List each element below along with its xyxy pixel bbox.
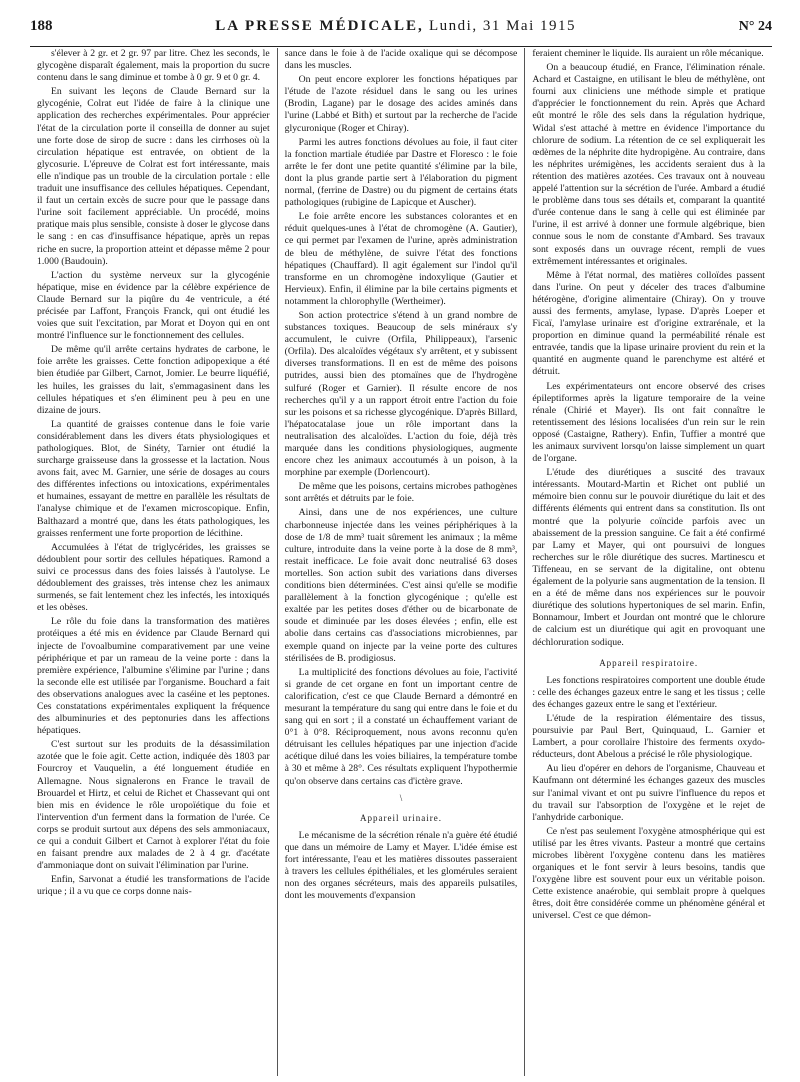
paragraph: C'est surtout sur les produits de la désassimilation azotée que le foie agit. Cette action, indiquée dès 1803 par Fourcroy et Vauquelin, a été longuement étudiée en Allemagne. Nous signalerons en France le travail de Brouardel et Hirtz, et celui de Richet et Chassevant qui ont bien mis en évidence le rôle uropoïétique du foie et l'intervention d'un ferment dans la formation de l'urée. Ce corps se produit surtout aux dépens des sels ammoniacaux, ce qui a conduit Gilbert et Carnot à explorer l'état du foie en faisant prendre aux malades de 2 à 4 gr. d'acétate d'ammoniaque dont on suivait l'élimination par l'urine. (37, 739, 270, 872)
article-columns (30, 48, 772, 1076)
paragraph: L'étude de la respiration élémentaire des tissus, poursuivie par Paul Bert, Quinquaud, L. Garnier et Lambert, a pour corollaire l'histoire des ferments oxydo-réducteurs, dont Abelous a précisé le rôle physiologique. (532, 712, 766, 761)
paragraph: De même qu'il arrête certains hydrates de carbone, le foie arrête les graisses. Cette fonction adipopexique a été bien étudiée par Gilbert, Carnot, Jomier. Le beurre liquéfié, les huiles, les graisses du lait, s'emmagasinent dans les cellules hépatiques et s'en éliminent peu à peu en une dizaine de jours. (37, 344, 270, 416)
paragraph: Le mécanisme de la sécrétion rénale n'a guère été étudié que dans un mémoire de Lamy et Mayer. L'idée émise est fort intéressante, l'eau et les matières dissoutes passeraient à travers les cellules épithéliales, et les glomérules seraient non des organes sécréteurs, mais des appareils pulsatiles, dont les mouvements d'expansion (284, 829, 518, 902)
paragraph: sance dans le foie à de l'acide oxalique qui se décompose dans les muscles. (284, 48, 518, 72)
page-number: 188 (30, 18, 53, 34)
paragraph: Parmi les autres fonctions dévolues au foie, il faut citer la fonction martiale étudiée par Dastre et Floresco : le foie arrête le fer dont une petite quantité s'élimine par la bile, dont la plus grande partie sert à l'élaboration du pigment normal, (ferrine de Dastre) ou du pigment de certains états pathologiques (rubigine de Lapicque et Auscher). (284, 136, 518, 209)
paragraph: Son action protectrice s'étend à un grand nombre de substances toxiques. Beaucoup de sels minéraux s'y accumulent, le cuivre (Orfila, Philippeaux), l'arsenic (Orfila). Des alcaloïdes végétaux s'y arrêtent, et y subissent diverses transformations. Il en est de même des poisons putrides, aussi bien des ptomaïnes que de l'hydrogène sulfuré (Roger et Garnier). Il résulte encore de nos recherches qu'il y a un rapport étroit entre l'action du foie sur les poisons et sa richesse glycogénique. D'après Billard, l'hépatocatalase joue un rôle important dans la neutralisation des alcaloïdes. L'action du foie, déjà très marquée dans les conditions physiologiques, augmente encore chez les animaux accoutumés à un poison, à la morphine par exemple (Dorlencourt). (284, 309, 518, 479)
paragraph: L'étude des diurétiques a suscité des travaux intéressants. Moutard-Martin et Richet ont publié un mémoire bien connu sur le pouvoir diurétique du lait et des différents éléments qui entrent dans sa constitution. Ils ont montré que la polyurie coïncide parfois avec un abaissement de la pression sanguine. Ce fait a été confirmé par Lamy et Mayer, qui ont poursuivi de longues recherches sur le rôle diurétique des sucres. Martinescu et Tiffeneau, en se servant de la digitaline, ont obtenu également de la polyurie sans augmentation de la tension. Il en a été de même dans nos expériences sur le pouvoir diurétique des solutions hypertoniques de sel marin. Enfin, Bonnamour, Imbert et Jourdan ont montré que le chlorure de calcium est un diurétique qui agit en provoquant une déchloruration sodique. (532, 467, 766, 648)
journal-title (215, 18, 576, 35)
section-heading: Appareil urinaire. (360, 812, 442, 823)
issue-number: N° 24 (738, 19, 772, 34)
section-heading: Appareil respiratoire. (599, 657, 699, 668)
paragraph: On peut encore explorer les fonctions hépatiques par l'étude de l'azote résiduel dans le sang ou les urines (Brodin, Lagane) par le dosage des acides aminés dans l'urine (Labbé et Bith) et surtout par la recherche de l'acide glycuronique (Roger et Chiray). (284, 74, 518, 134)
journal-name: LA PRESSE MÉDICALE, (215, 18, 424, 34)
paragraph: Accumulées à l'état de triglycérides, les graisses se dédoublent pour sortir des cellules hépatiques. Ramond a suivi ce processus dans des foies laissés à l'autolyse. Le dédoublement des graisses, très intense chez les animaux surmenés, se fait lentement chez les infectés, les intoxiqués et les obèses. (37, 541, 270, 614)
page-header (30, 18, 772, 47)
paragraph: Même à l'état normal, des matières colloïdes passent dans l'urine. On peut y déceler des traces d'albumine hétérogène, d'origine alimentaire (Chiray). On y trouve aussi des ferments, amylase, lypase. D'après Loeper et Ficaï, l'amylase urinaire est d'origine extrarénale, et la proportion en diminue quand la perméabilité rénale est entravée, tandis que la lipase urinaire provient du rein et la quantité en augmente quand le parenchyme est altéré et détruit. (532, 269, 766, 378)
paragraph: s'élever à 2 gr. et 2 gr. 97 par litre. Chez les seconds, le glycogène disparaît également, mais la proportion du sucre contenu dans le sang diminue et tombe à 0 gr. 9 et 0 gr. 4. (37, 48, 270, 84)
paragraph: Ce n'est pas seulement l'oxygène atmosphérique qui est utilisé par les êtres vivants. Pasteur a montré que certains microbes libèrent l'oxygène contenu dans les matières organiques et le font servir à leurs besoins, tandis que l'oxygène libre est souvent pour eux un véritable poison. Cette existence anaérobie, qui semblait propre à quelques êtres, doit être considérée comme un phénomène général et universel. C'est ce que démon- (532, 825, 766, 922)
paragraph: Les fonctions respiratoires comportent une double étude : celle des échanges gazeux entre le sang et les tissus ; celle des échanges gazeux entre le sang et l'extérieur. (532, 674, 766, 710)
paragraph: Au lieu d'opérer en dehors de l'organisme, Chauveau et Kaufmann ont déterminé les échanges gazeux des muscles sur l'animal vivant et ont pu suivre l'influence du repos et du travail sur l'absorption de l'oxygène et le rejet de l'anhydride carbonique. (532, 763, 766, 823)
paragraph: La quantité de graisses contenue dans le foie varie considérablement dans les divers états physiologiques et pathologiques. Blot, de Sinéty, Tarnier ont étudié la surcharge graisseuse dans la grossesse et la lactation. Nous avons fait, avec M. Garnier, une série de dosages au cours des différentes infections ou intoxications, expérimentales et humaines, essayant de mettre en parallèle les résultats de l'analyse chimique et de l'examen microscopique. Enfin, Balthazard a montré que, dans les états pathologiques, les graisses renferment une forte proportion de lécithine. (37, 418, 270, 539)
paragraph: feraient cheminer le liquide. Ils auraient un rôle mécanique. (532, 48, 764, 59)
paragraph: Ainsi, dans une de nos expériences, une culture charbonneuse injectée dans les veines périphériques à la dose de 1/8 de mm³ tuait sûrement les animaux ; la même culture, introduite dans la veine porte à la dose de 8 mm³, restait inefficace. Le foie avait donc neutralisé 63 doses mortelles. Son action subit des variations dans diverses conditions bien déterminées. C'est ainsi qu'elle se modifie parallèlement à la fonction glycogénique ; qu'elle est exaltée par les petites doses d'éther ou de bicarbonate de soude et diminuée par les doses élevées ; enfin, elle est abolie dans certains cas d'associations microbiennes, par exemple quand on injecte par la veine porte des cultures stérilisées de B. prodigiosus. (284, 507, 518, 664)
paragraph: Enfin, Sarvonat a étudié les transformations de l'acide urique ; il a vu que ce corps donne nais- (37, 874, 270, 898)
column-2 (277, 48, 525, 1076)
issue-date: Lundi, 31 Mai 1915 (429, 18, 576, 34)
paragraph: En suivant les leçons de Claude Bernard sur la glycogénie, Colrat eut l'idée de faire à la clinique une application des recherches expérimentales. Pour apprécier l'état de la circulation porte il conseilla de donner au sujet une forte dose de sirop de sucre : dans les cirrhoses où la circulation hépatique est entravée, on obtient de la glycosurie. L'épreuve de Colrat est fort intéressante, mais elle n'indique pas un trouble de la circulation portale : elle traduit une insuffisance des cellules hépatiques. Cependant, il faut un certain excès de sucre pour que le passage dans l'urine soit facilement appréciable. Un procédé, moins pratique mais plus sensible, consiste à doser le glycose dans le sang : en cas d'insuffisance hépatique, après un repas riche en sucre, la proportion atteint et dépasse même 2 pour 1.000 (Baudouin). (37, 86, 270, 267)
paragraph: Le rôle du foie dans la transformation des matières protéiques a été mis en évidence par Claude Bernard qui injecte de l'ovoalbumine comparativement par une veine périphérique et par un rameau de la veine porte : dans la première expérience, l'albumine s'élimine par l'urine ; dans la seconde elle est utilisée par l'organisme. Bouchard a fait des observations analogues avec la caséine et les peptones. Ces constatations expérimentales expliquent la fréquence des albuminuries et des peptonuries dans les affections hépatiques. (37, 616, 270, 737)
section-mark: \ (399, 792, 403, 803)
column-1 (30, 48, 277, 1076)
paragraph: La multiplicité des fonctions dévolues au foie, l'activité si grande de cet organe en font un important centre de calorification, c'est ce que Claude Bernard a démontré en mesurant la température du sang qui entre dans le foie et du sang qui en sort ; il a constaté un échauffement variant de 0°1 à 0°8. Réciproquement, nous avons reconnu qu'en détruisant les cellules hépatiques par une injection d'acide acétique dilué dans les voies biliaires, la température tombe à 30 et même à 28°. Ces résultats expliquent l'hypothermie qu'on observe dans certains cas d'ictère grave. (284, 666, 518, 787)
column-3 (524, 48, 772, 1076)
paragraph: De même que les poisons, certains microbes pathogènes sont arrêtés et détruits par le foie. (284, 481, 518, 505)
paragraph: Les expérimentateurs ont encore observé des crises épileptiformes après la ligature temporaire de la veine rénale (Chirié et Mayer). Ils ont fait connaître le retentissement des lésions localisées d'un rein sur le rein opposé (Castaigne, Rathery). Enfin, Tuffier a montré que les animaux survivent lorsqu'on laisse simplement un quart de l'organe. (532, 380, 766, 465)
paragraph: On a beaucoup étudié, en France, l'élimination rénale. Achard et Castaigne, en utilisant le bleu de méthylène, ont fourni aux cliniciens une méthode simple et pratique d'apprécier le fonctionnement du rein. Après que Achard eût montré le rôle des sels dans la régulation hydrique, Widal s'est attaché à mettre en évidence l'importance du chlorure de sodium. La rétention de ce sel expliquerait les œdèmes de la néphrite dite hydropigène. Au contraire, dans les néphrites urémigènes, les accidents seraient dus à la rétention des matières azotées. Ces travaux ont à nouveau appelé l'attention sur la sécrétion de l'urée. Ambard a étudié le problème dans tous ses détails et, comparant la quantité d'urée contenue dans le sang à celle qui est éliminée par l'urine, il est arrivé à donner une formule algébrique, bien connue sous le nom de constante d'Ambard. Ses travaux sont exposés dans un ouvrage récent, rempli de vues extrêmement intéressantes et originales. (532, 62, 766, 267)
paragraph: Le foie arrête encore les substances colorantes et en réduit quelques-unes à l'état de chromogène (A. Gautier), ce qui permet par l'examen de l'urine, après administration de bleu de méthylène, de suivre l'état des fonctions hépatiques (Chauffard). Il agit également sur l'indol qu'il transforme en un chromogène indoxylique (Gautier et Hervieux). Enfin, il élimine par la bile certains pigments et notamment la chlorophylle (Wertheimer). (284, 211, 518, 307)
paragraph: L'action du système nerveux sur la glycogénie hépatique, mise en évidence par la célèbre expérience de Claude Bernard sur la piqûre du 4e ventricule, a été précisée par Laffont, François Franck, qui ont étudié les voies que suit l'excitation, par Morat et Doyon qui en ont montré l'influence sur le fonctionnement des cellules. (37, 269, 270, 342)
